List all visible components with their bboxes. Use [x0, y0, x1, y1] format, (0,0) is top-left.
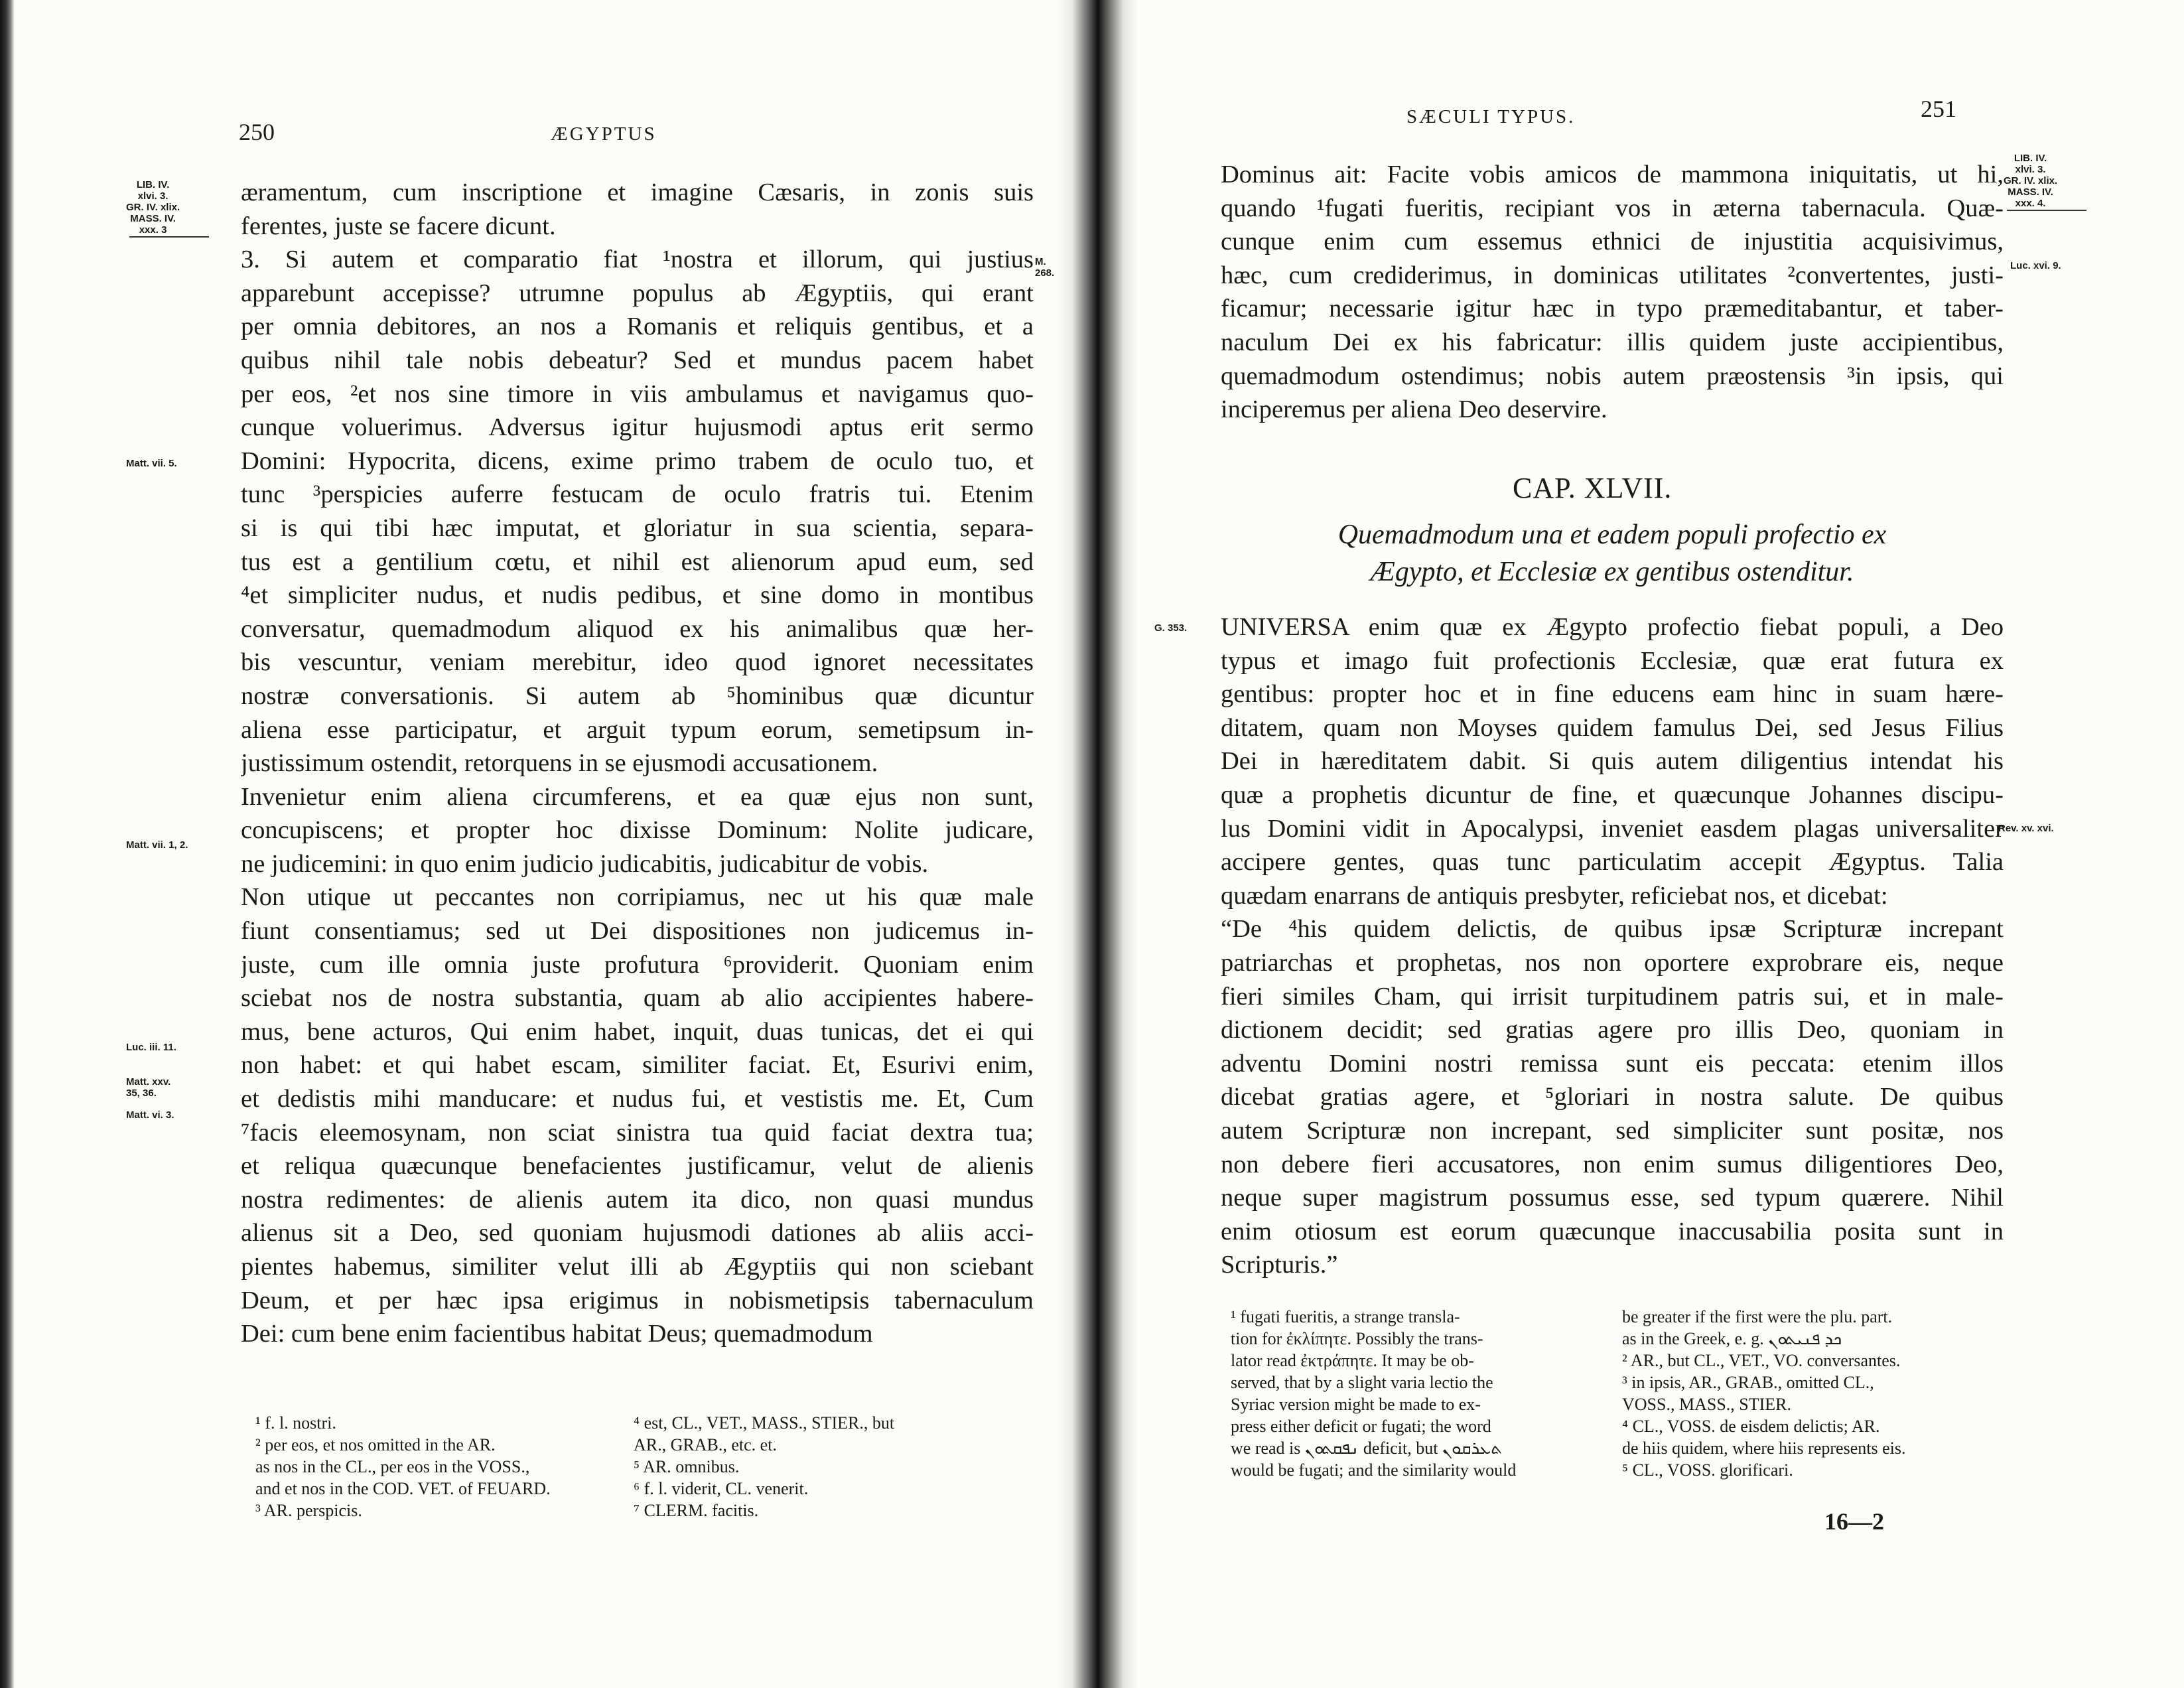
text-line: apparebunt accepisse? utrumne populus ab Ægyptiis, qui erant [241, 279, 1034, 307]
footnote-line: ² AR., but CL., VET., VO. conversantes. [1622, 1351, 1901, 1370]
margin-rule [129, 236, 209, 238]
right-page [1154, 0, 2176, 1688]
footnotes-column-2 [1622, 1306, 2013, 1481]
text-line: tunc ³perspicies auferre festucam de oculo fratris tui. Etenim [241, 480, 1034, 509]
text-line: Dominus ait: Facite vobis amicos de mammona iniquitatis, ut hi, [1221, 161, 2004, 188]
margin-reference: Matt. vii. 5. [126, 458, 177, 469]
text-line: Domini: Hypocrita, dicens, exime primo trabem de oculo tuo, et [241, 447, 1034, 475]
text-line: typus et imago fuit profectionis Ecclesiæ, quæ erat futura ex [1221, 646, 2004, 675]
text-line: naculum Dei ex his fabricatur: illis quidem juste accipientibus, [1221, 328, 2004, 356]
text-line: ne judicemini: in quo enim judicio judicabitis, judicabitur de vobis. [241, 849, 929, 878]
footnote-line: de hiis quidem, where hiis represents eis. [1622, 1439, 1906, 1458]
text-line: adventu Domini nostri remissa sunt eis peccata: etenim illos [1221, 1049, 2004, 1078]
subtitle-line: Ægypto, et Ecclesiæ ex gentibus ostenditur. [1370, 557, 1854, 587]
footnote-line: ⁵ CL., VOSS. glorificari. [1622, 1460, 1793, 1480]
text-line: ⁷facis eleemosynam, non sciat sinistra tua quid faciat dextra tua; [241, 1118, 1034, 1147]
margin-reference: Luc. iii. 11. [126, 1042, 176, 1053]
signature-mark: 16—2 [1824, 1508, 1884, 1535]
text-line: autem Scripturæ non increpant, sed simpliciter sunt positæ, nos [1221, 1116, 2004, 1145]
text-line: dicebat gratias agere, et ⁵gloriari in nostra salute. De quibus [1221, 1083, 2004, 1111]
text-line: nostræ conversationis. Si autem ab ⁵hominibus quæ dicuntur [241, 681, 1034, 710]
text-line: hæc, cum crediderimus, in dominicas utilitates ²convertentes, justi- [1221, 261, 2004, 289]
footnote-line: ¹ f. l. nostri. [255, 1413, 336, 1433]
margin-reference: Matt. xxv. 35, 36. [126, 1076, 171, 1099]
text-line: pientes habemus, similiter velut illi ab Ægyptiis qui non sciebant [241, 1253, 1034, 1281]
text-line: accipere gentes, quas tunc particulatim accepit Ægyptus. Talia [1221, 848, 2004, 877]
margin-reference: G. 353. [1154, 622, 1188, 634]
footnote-line: as in the Greek, e. g. ܟܕ ܦܢܝܬܘܢ [1622, 1329, 1842, 1348]
text-line: quædam enarrans de antiquis presbyter, reficiebat nos, et dicebat: [1221, 881, 1888, 910]
text-line: cunque enim cum essemus ethnici de injustitia acquisivimus, [1221, 228, 2004, 256]
text-line: 3. Si autem et comparatio fiat ¹nostra et illorum, qui justius [241, 246, 1034, 274]
text-line: Deum, et per hæc ipsa erigimus in nobismetipsis tabernaculum [241, 1286, 1034, 1314]
text-line: UNIVERSA enim quæ ex Ægypto profectio fiebat populi, a Deo [1221, 613, 2004, 641]
text-line: concupiscens; et propter hoc dixisse Dominum: Nolite judicare, [241, 816, 1034, 845]
footnote-line: ⁵ AR. omnibus. [634, 1457, 740, 1476]
left-page [27, 0, 1055, 1688]
text-line: ⁴et simpliciter nudus, et nudis pedibus, et sine domo in montibus [241, 581, 1034, 610]
margin-reference: Matt. vi. 3. [126, 1109, 174, 1121]
text-line: ficamur; necessarie igitur hæc in typo præmeditabantur, et taber- [1221, 295, 2004, 323]
text-line: æramentum, cum inscriptione et imagine Cæsaris, in zonis suis [241, 178, 1034, 206]
text-line: inciperemus per aliena Deo deservire. [1221, 395, 1607, 424]
text-line: Dei in hæreditatem dabit. Si quis autem diligentius intendat his [1221, 747, 2004, 776]
text-line: quæ a prophetis dicuntur de fine, et quæcunque Johannes discipu- [1221, 780, 2004, 809]
footnote-line: and et nos in the COD. VET. of FEUARD. [255, 1479, 551, 1498]
text-line: quibus nihil tale nobis debeatur? Sed et mundus pacem habet [241, 346, 1034, 374]
text-line: et reliqua quæcunque benefacientes justificamur, velut de alienis [241, 1152, 1034, 1180]
footnote-line: ⁴ CL., VOSS. de eisdem delictis; AR. [1622, 1417, 1880, 1436]
footnote-line: we read is ܢܦܩܬܘܢ deficit, but ܬܥܪܩܘܢ [1231, 1439, 1502, 1458]
footnotes-column-2 [634, 1412, 1038, 1521]
footnote-line: ⁶ f. l. viderit, CL. venerit. [634, 1479, 809, 1498]
footnote-line: Syriac version might be made to ex- [1231, 1395, 1481, 1414]
page-number: 251 [1921, 96, 1956, 122]
book-gutter-shadow [1058, 0, 1138, 1688]
chapter-heading: CAP. XLVII. [1513, 472, 1672, 504]
text-line: per eos, ²et nos sine timore in viis ambulamus et navigamus quo- [241, 380, 1034, 408]
footnotes-column-1 [255, 1412, 627, 1521]
footnote-line: ⁷ CLERM. facitis. [634, 1501, 759, 1520]
text-line: Non utique ut peccantes non corripiamus, nec ut his quæ male [241, 883, 1034, 912]
footnote-line: would be fugati; and the similarity would [1231, 1460, 1517, 1480]
text-line: juste, cum ille omnia juste profutura ⁶providerit. Quoniam enim [241, 950, 1034, 979]
running-head: ÆGYPTUS [551, 123, 657, 145]
text-line: gentibus: propter hoc et in fine educens eam hinc in suam hære- [1221, 680, 2004, 709]
footnote-line: ¹ fugati fueritis, a strange transla- [1231, 1307, 1460, 1326]
text-line: enim otiosum est eorum quæcunque inaccusabilia posita sunt in [1221, 1217, 2004, 1245]
text-line: tus est a gentilium cœtu, et nihil est alienorum apud eum, sed [241, 547, 1034, 576]
text-line: et dedistis mihi manducare: et nudus fui, et vestistis me. Et, Cum [241, 1085, 1034, 1113]
body-text [241, 176, 1034, 1351]
text-line: quemadmodum ostendimus; nobis autem præostensis ³in ipsis, qui [1221, 362, 2004, 390]
text-line: Invenietur enim aliena circumferens, et ea quæ ejus non sunt, [241, 782, 1034, 811]
text-line: bis vescuntur, veniam merebitur, ideo quod ignoret necessitates [241, 648, 1034, 677]
running-head: SÆCULI TYPUS. [1406, 106, 1576, 127]
text-line: fiunt consentiamus; sed ut Dei dispositiones non judicemus in- [241, 917, 1034, 946]
margin-reference: Rev. xv. xvi. [1998, 823, 2054, 834]
text-line: cunque voluerimus. Adversus igitur hujusmodi aptus erit sermo [241, 413, 1034, 442]
margin-rule [2007, 210, 2086, 211]
footnote-line: ³ in ipsis, AR., GRAB., omitted CL., [1622, 1373, 1874, 1392]
footnote-line: be greater if the first were the plu. part. [1622, 1307, 1893, 1326]
body-text-chapter [1221, 610, 2004, 1282]
text-line: ditatem, quam non Moyses quidem famulus Dei, sed Jesus Filius [1221, 713, 2004, 742]
footnote-line: ² per eos, et nos omitted in the AR. [255, 1435, 496, 1454]
text-line: nostra redimentes: de alienis autem ita dico, non quasi mundus [241, 1185, 1034, 1214]
margin-reference: Matt. vii. 1, 2. [126, 839, 188, 851]
text-line: justissimum ostendit, retorquens in se ejusmodi accusationem. [241, 749, 878, 778]
text-line: aliena esse participatur, et arguit typum eorum, semetipsum in- [241, 715, 1034, 744]
text-line: fieri similes Cham, qui irrisit turpitudinem patris sui, et in male- [1221, 982, 2004, 1011]
page-number: 250 [239, 119, 275, 145]
footnote-line: press either deficit or fugati; the word [1231, 1417, 1491, 1436]
footnote-line: served, that by a slight varia lectio the [1231, 1373, 1493, 1392]
text-line: ferentes, juste se facere dicunt. [241, 212, 556, 240]
text-line: patriarchas et prophetas, nos non oportere exprobrare eis, neque [1221, 948, 2004, 977]
text-line: non habet: et qui habet escam, similiter faciat. Et, Esurivi enim, [241, 1051, 1034, 1080]
footnote-line: VOSS., MASS., STIER. [1622, 1395, 1792, 1414]
footnote-line: ³ AR. perspicis. [255, 1501, 362, 1520]
text-line: Scripturis.” [1221, 1251, 1338, 1279]
text-line: si is qui tibi hæc imputat, et gloriatur in sua scientia, separa- [241, 514, 1034, 542]
subtitle-line: Quemadmodum una et eadem populi profectio ex [1337, 520, 1887, 550]
margin-reference: LIB. IV. xlvi. 3. GR. IV. xlix. MASS. IV. xxx. 3 [126, 179, 180, 236]
text-line: conversatur, quemadmodum aliquod ex his animalibus quæ her- [241, 614, 1034, 643]
text-line: per omnia debitores, an nos a Romanis et reliquis gentibus, et a [241, 313, 1034, 341]
text-line: non debere fieri accusatores, non enim sumus diligentiores Deo, [1221, 1150, 2004, 1178]
footnote-line: tion for ἐκλίπητε. Possibly the trans- [1231, 1329, 1483, 1348]
footnote-line: as nos in the CL., per eos in the VOSS., [255, 1457, 530, 1476]
margin-reference: M. 268. [1035, 256, 1055, 279]
text-line: quando ¹fugati fueritis, recipiant vos in æterna tabernacula. Quæ- [1221, 194, 2004, 222]
text-line: sciebat nos de nostra substantia, quam ab alio accipientes habere- [241, 984, 1034, 1013]
body-text-top [1221, 158, 2004, 427]
chapter-subtitle [1221, 516, 2004, 591]
text-line: Dei: cum bene enim facientibus habitat Deus; quemadmodum [241, 1320, 873, 1348]
text-line: alienus sit a Deo, sed quoniam hujusmodi dationes ab aliis acci- [241, 1219, 1034, 1247]
book-binding-edge [0, 0, 15, 1688]
margin-reference: LIB. IV. xlvi. 3. GR. IV. xlix. MASS. IV. xxx. 4. [2004, 153, 2058, 209]
text-line: neque super magistrum possumus esse, sed typum quærere. Nihil [1221, 1184, 2004, 1212]
text-line: dictionem decidit; sed gratias agere pro illis Deo, quoniam in [1221, 1016, 2004, 1044]
footnote-line: ⁴ est, CL., VET., MASS., STIER., but [634, 1413, 895, 1433]
footnote-line: AR., GRAB., etc. et. [634, 1435, 777, 1454]
footnotes-column-1 [1231, 1306, 1609, 1481]
margin-reference: Luc. xvi. 9. [2010, 260, 2061, 271]
text-line: mus, bene acturos, Qui enim habet, inquit, duas tunicas, det ei qui [241, 1017, 1034, 1046]
text-line: “De ⁴his quidem delictis, de quibus ipsæ Scripturæ increpant [1221, 915, 2004, 944]
text-line: lus Domini vidit in Apocalypsi, inveniet easdem plagas universaliter [1221, 814, 2004, 843]
footnote-line: lator read ἐκτράπητε. It may be ob- [1231, 1351, 1474, 1370]
